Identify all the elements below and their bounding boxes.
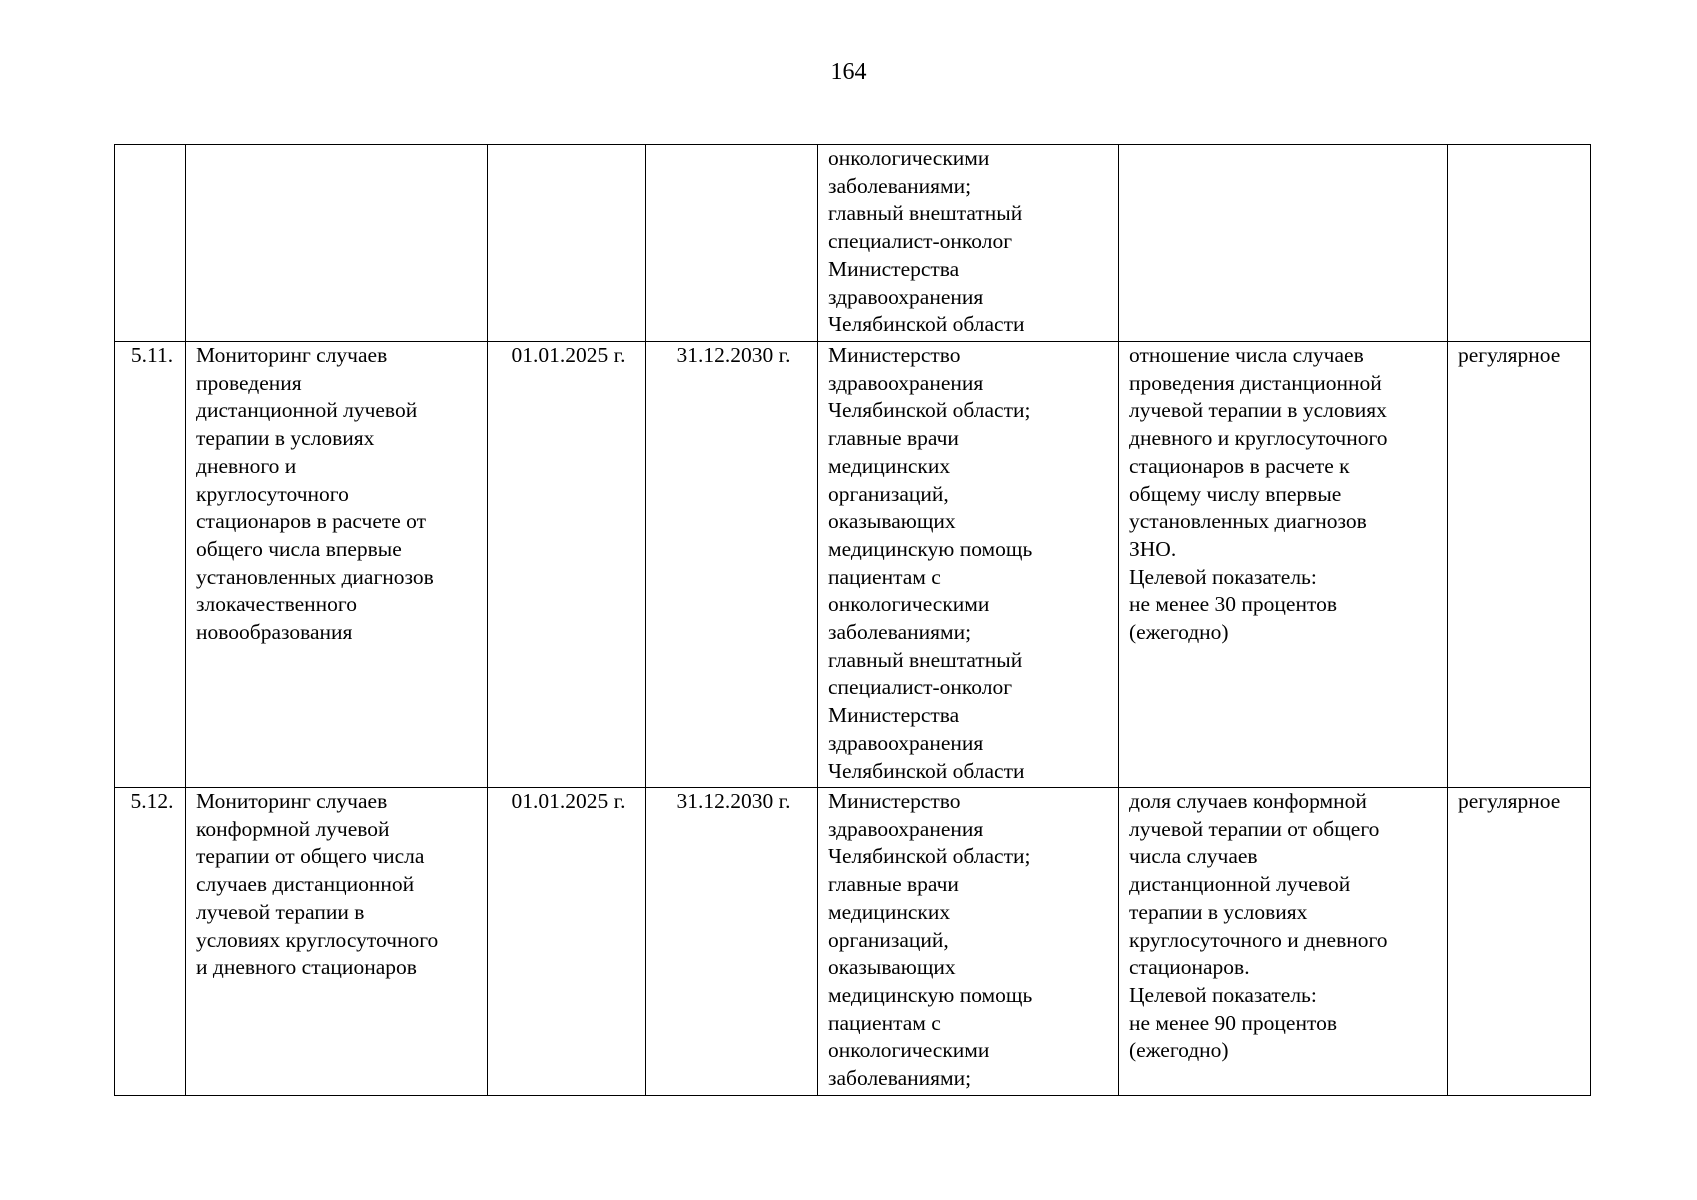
type-cell [1448, 145, 1591, 342]
event-cell: Мониторинг случаев конформной лучевой терапии от общего числа случаев дистанционной лучевой терапии в условиях круглосуточного и дневного стационаров [186, 788, 488, 1096]
page-number: 164 [830, 59, 867, 85]
table-row [115, 145, 1591, 342]
indicator-cell [1119, 145, 1448, 342]
start-date-cell [488, 145, 646, 342]
measures-table [114, 144, 1591, 1096]
start-date-cell: 01.01.2025 г. [488, 342, 646, 788]
table-row [115, 788, 1591, 1096]
responsible-cell: Министерство здравоохранения Челябинской области; главные врачи медицинских организаций, оказывающих медицинскую помощь пациентам с онкологическими заболеваниями; [818, 788, 1119, 1096]
end-date-cell: 31.12.2030 г. [646, 788, 818, 1096]
table-row [115, 342, 1591, 788]
type-cell: регулярное [1448, 342, 1591, 788]
responsible-cell: онкологическими заболеваниями; главный внештатный специалист-онколог Министерства здравоохранения Челябинской области [818, 145, 1119, 342]
event-cell: Мониторинг случаев проведения дистанционной лучевой терапии в условиях дневного и круглосуточного стационаров в расчете от общего числа впервые установленных диагнозов злокачественного новообразования [186, 342, 488, 788]
end-date-cell: 31.12.2030 г. [646, 342, 818, 788]
event-cell [186, 145, 488, 342]
responsible-cell: Министерство здравоохранения Челябинской области; главные врачи медицинских организаций, оказывающих медицинскую помощь пациентам с онкологическими заболеваниями; главный внештатный специалист-онколог Министерства здравоохранения Челябинской области [818, 342, 1119, 788]
row-number-cell: 5.11. [115, 342, 186, 788]
row-number-cell: 5.12. [115, 788, 186, 1096]
type-cell: регулярное [1448, 788, 1591, 1096]
end-date-cell [646, 145, 818, 342]
indicator-cell: отношение числа случаев проведения дистанционной лучевой терапии в условиях дневного и круглосуточного стационаров в расчете к общему числу впервые установленных диагнозов ЗНО. Целевой показатель: не менее 30 процентов (ежегодно) [1119, 342, 1448, 788]
indicator-cell: доля случаев конформной лучевой терапии от общего числа случаев дистанционной лучевой терапии в условиях круглосуточного и дневного стационаров. Целевой показатель: не менее 90 процентов (ежегодно) [1119, 788, 1448, 1096]
row-number-cell [115, 145, 186, 342]
start-date-cell: 01.01.2025 г. [488, 788, 646, 1096]
